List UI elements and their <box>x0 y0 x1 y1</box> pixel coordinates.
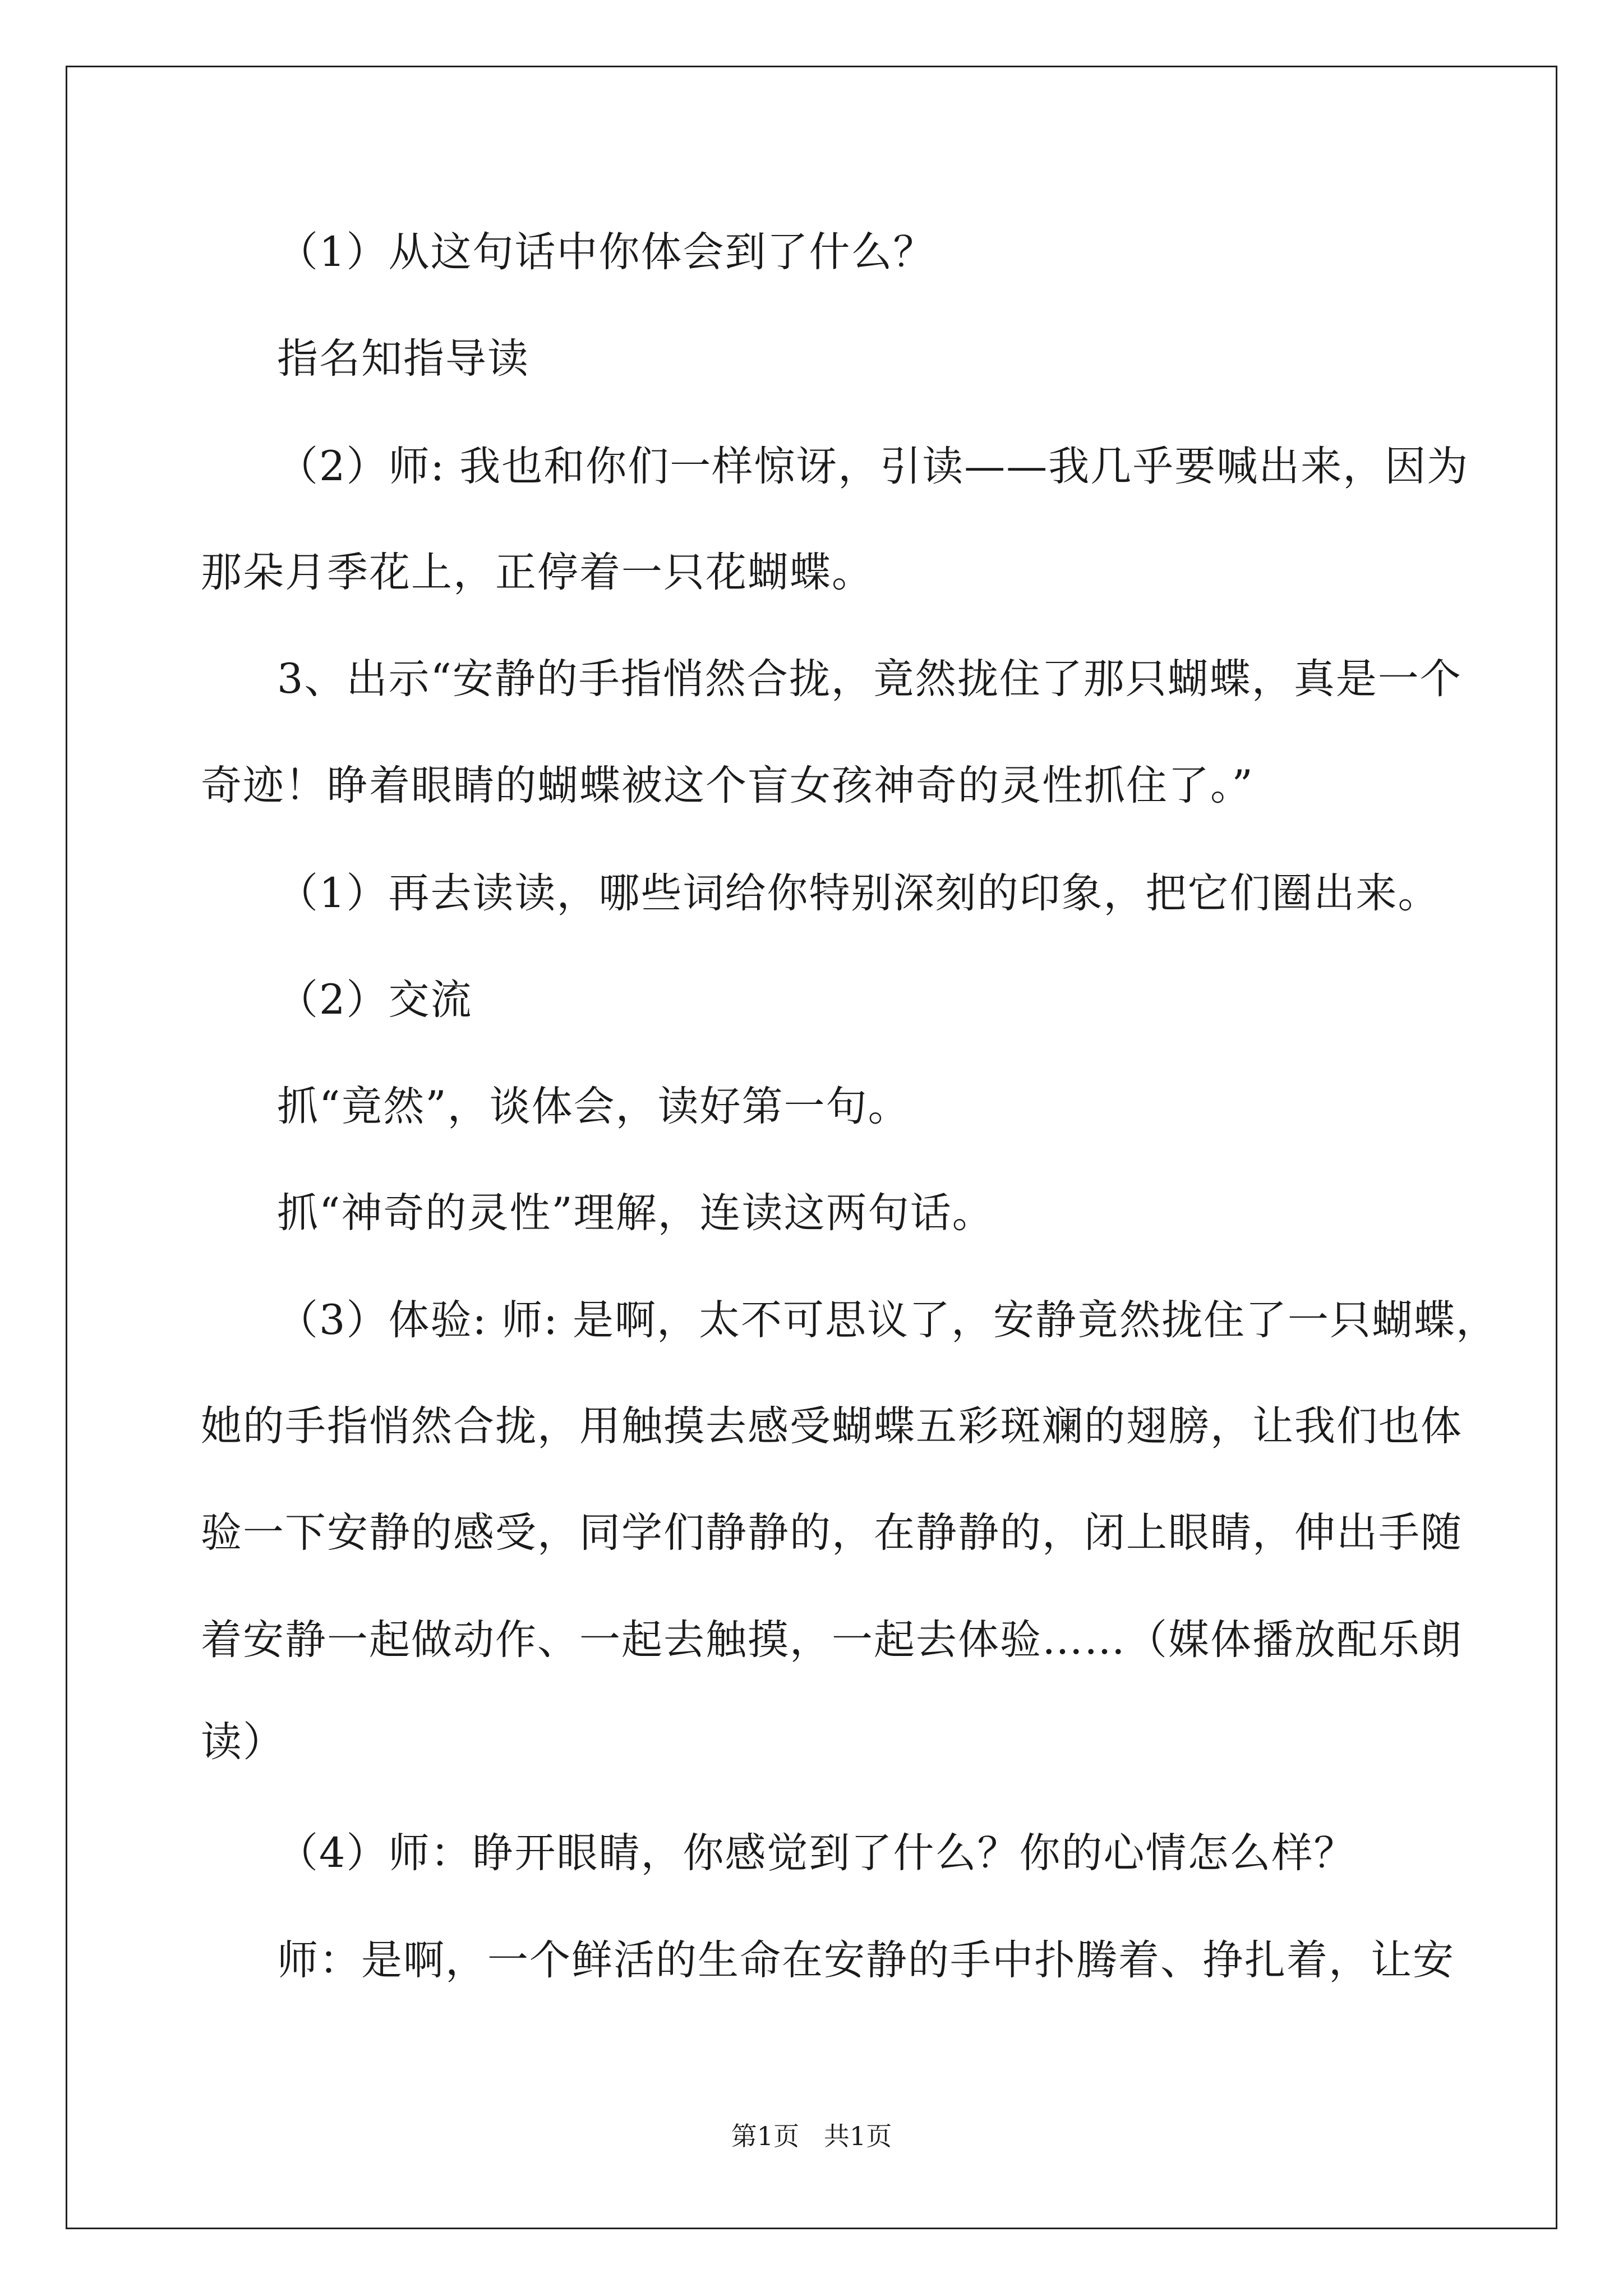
text-line: （1）从这句话中你体会到了什么？ <box>277 228 935 276</box>
page-footer: 第1页 共1页 <box>731 2121 892 2151</box>
text-line: 3、出示“安静的手指悄然合拢，竟然拢住了那只蝴蝶，真是一个 <box>277 655 1462 703</box>
text-line: （2）师: 我也和你们一样惊讶，引读——我几乎要喊出来，因为 <box>277 443 1469 490</box>
text-line: 抓“竟然”，谈体会，读好第一句。 <box>277 1083 910 1130</box>
text-line: 师：是啊，一个鲜活的生命在安静的手中扑腾着、挣扎着，让安 <box>277 1936 1455 1984</box>
text-line: 验一下安静的感受，同学们静静的，在静静的，闭上眼睛，伸出手随 <box>201 1509 1463 1557</box>
text-line: 着安静一起做动作、一起去触摸，一起去体验……（媒体播放配乐朗 <box>201 1616 1463 1664</box>
text-line: 抓“神奇的灵性”理解，连读这两句话。 <box>277 1189 994 1237</box>
page-border <box>66 66 1557 2229</box>
text-line: （1）再去读读，哪些词给你特别深刻的印象，把它们圈出来。 <box>277 869 1440 917</box>
text-line: （3）体验: 师: 是啊，太不可思议了，安静竟然拢住了一只蝴蝶， <box>277 1296 1498 1344</box>
text-line: 她的手指悄然合拢，用触摸去感受蝴蝶五彩斑斓的翅膀，让我们也体 <box>201 1402 1463 1450</box>
text-line: （2）交流 <box>277 976 473 1024</box>
text-line: 指名知指导读 <box>277 335 529 383</box>
text-line: 那朵月季花上，正停着一只花蝴蝶。 <box>201 549 874 596</box>
text-line: 奇迹！睁着眼睛的蝴蝶被这个盲女孩神奇的灵性抓住了。” <box>201 762 1254 809</box>
text-line: （4）师：睁开眼睛，你感觉到了什么？你的心情怎么样？ <box>277 1829 1356 1877</box>
text-line: 读） <box>201 1718 285 1766</box>
